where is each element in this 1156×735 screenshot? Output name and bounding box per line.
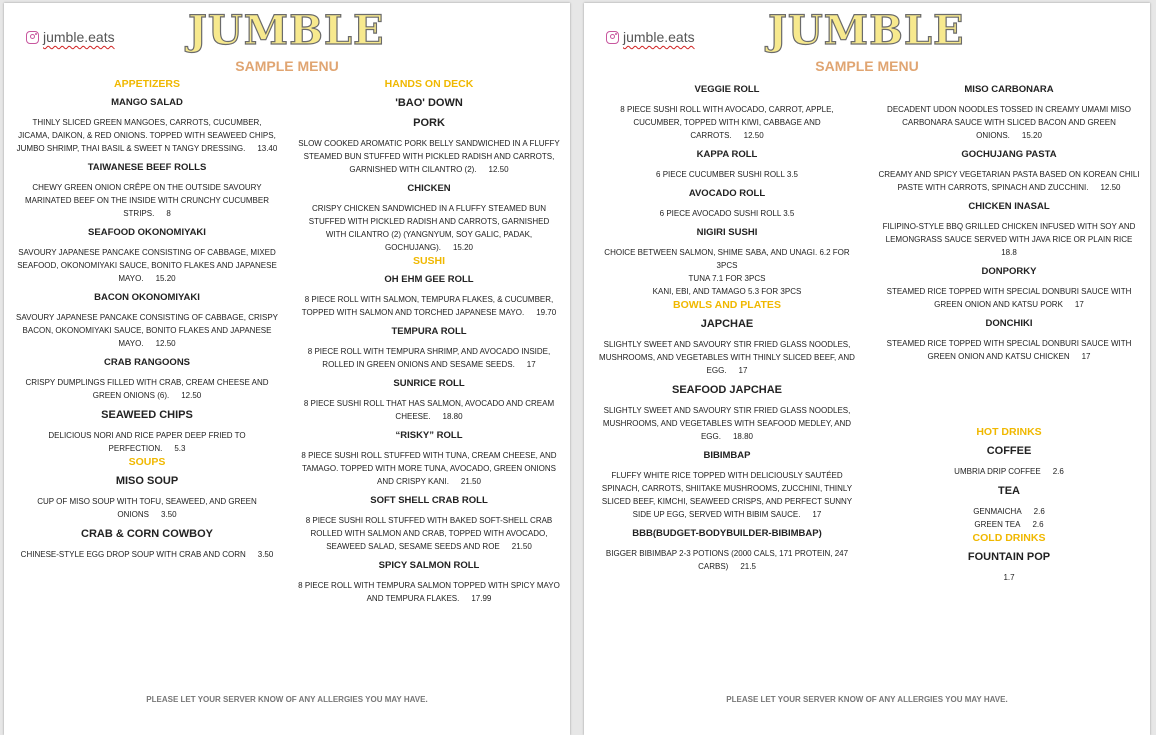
item-name-risky-roll: “RISKY” ROLL	[395, 430, 463, 441]
item-description	[16, 116, 278, 155]
item-price: 17	[812, 510, 822, 519]
section-heading-hands-on-deck: HANDS ON DECK	[384, 78, 474, 90]
description-text: 8 PIECE ROLL WITH TEMPURA SHRIMP, AND AVOCADO INSIDE, ROLLED IN GREEN ONIONS AND SESAME SEEDS.	[307, 347, 551, 369]
item-price: 12.50	[155, 339, 176, 348]
item-description	[878, 168, 1140, 194]
item-description	[878, 285, 1140, 311]
item-name-oh-ehm-gee-roll: OH EHM GEE ROLL	[384, 274, 474, 285]
item-description	[596, 547, 858, 573]
item-price: 12.50	[181, 391, 202, 400]
item-price: 15.20	[452, 243, 474, 252]
item-price: 5.3	[174, 444, 186, 453]
menu-column	[596, 77, 858, 573]
item-name-bibimbap: BIBIMBAP	[703, 450, 751, 461]
description-text: 8 PIECE ROLL WITH TEMPURA SALMON TOPPED WITH SPICY MAYO AND TEMPURA FLAKES.	[298, 581, 560, 603]
description-text: FLUFFY WHITE RICE TOPPED WITH DELICIOUSLY SAUTÉED SPINACH, CARROTS, SHIITAKE MUSHROOMS, ZUCCHINI, THINLY SLICED BEEF, KIMCHI, SEAWEED CRISPS, AND PERFECT SUNNY SIDE UP EGG, SERVED WITH BIBIM SAUCE.	[601, 471, 853, 519]
menu-page-left	[4, 3, 570, 735]
item-description	[596, 469, 858, 521]
description-text: 6 PIECE CUCUMBER SUSHI ROLL 3.5	[656, 170, 798, 179]
description-text: STEAMED RICE TOPPED WITH SPECIAL DONBURI SAUCE WITH GREEN ONION AND KATSU PORK	[886, 287, 1132, 309]
item-price: 18.80	[442, 412, 463, 421]
section-heading-cold-drinks: COLD DRINKS	[972, 532, 1046, 544]
item-price: 13.40	[257, 144, 278, 153]
item-description	[596, 103, 858, 142]
item-description	[596, 246, 858, 272]
allergy-notice: PLEASE LET YOUR SERVER KNOW OF ANY ALLERGIES YOU MAY HAVE.	[726, 695, 1008, 704]
description-text: CRISPY CHICKEN SANDWICHED IN A FLUFFY STEAMED BUN STUFFED WITH PICKLED RADISH AND CARROTS, GARNISHED WITH CILANTRO (2) (YANGNYUM, SOY GALIC, PADAK, GOCHUJANG).	[308, 204, 550, 252]
item-price: 21.5	[740, 562, 756, 571]
item-description	[16, 311, 278, 350]
description-text: 8 PIECE SUSHI ROLL THAT HAS SALMON, AVOCADO AND CREAM CHEESE.	[303, 399, 555, 421]
item-name-crab-corn-cowboy: CRAB & CORN COWBOY	[81, 528, 213, 540]
item-description	[298, 579, 560, 605]
item-price: 17.99	[471, 594, 492, 603]
description-text: CUP OF MISO SOUP WITH TOFU, SEAWEED, AND GREEN ONIONS	[37, 497, 257, 519]
item-price: 8	[166, 209, 171, 218]
menu-column	[16, 77, 278, 561]
description-text: 8 PIECE SUSHI ROLL STUFFED WITH BAKED SOFT-SHELL CRAB ROLLED WITH SALMON AND CRAB, TOPPED WITH AVOCADO, SEAWEED SALAD, SESAME SEEDS AND ROE	[305, 516, 553, 551]
item-description	[878, 337, 1140, 363]
item-name-seafood-okonomiyaki: SEAFOOD OKONOMIYAKI	[88, 227, 206, 238]
item-name-avocado-roll: AVOCADO ROLL	[688, 188, 766, 199]
item-name-seaweed-chips: SEAWEED CHIPS	[101, 409, 193, 421]
item-description	[878, 465, 1140, 478]
item-description	[878, 103, 1140, 142]
item-description	[878, 571, 1140, 584]
item-description	[298, 202, 560, 254]
description-text: 8 PIECE SUSHI ROLL WITH AVOCADO, CARROT, APPLE, CUCUMBER, TOPPED WITH KIWI, CABBAGE AND CARROTS.	[620, 105, 834, 140]
handle-text: jumble.eats	[623, 29, 695, 45]
instagram-icon	[606, 31, 619, 44]
item-description	[596, 207, 858, 220]
description-text: CREAMY AND SPICY VEGETARIAN PASTA BASED ON KOREAN CHILI PASTE WITH CARROTS, SPINACH AND ZUCCHINI.	[878, 170, 1140, 192]
item-description	[298, 514, 560, 553]
item-description	[878, 518, 1140, 531]
description-text: CRISPY DUMPLINGS FILLED WITH CRAB, CREAM CHEESE AND GREEN ONIONS (6).	[25, 378, 269, 400]
description-text: DECADENT UDON NOODLES TOSSED IN CREAMY UMAMI MISO CARBONARA SAUCE WITH SLICED BACON AND GREEN ONIONS.	[887, 105, 1131, 140]
description-text: SAVOURY JAPANESE PANCAKE CONSISTING OF CABBAGE, CRISPY BACON, OKONOMIYAKI SAUCE, BONITO FLAKES AND JAPANESE MAYO.	[16, 313, 278, 348]
menu-subtitle: SAMPLE MENU	[235, 58, 339, 74]
item-price: 15.20	[1021, 131, 1042, 140]
item-description	[596, 338, 858, 377]
item-description	[298, 293, 560, 319]
description-text: THINLY SLICED GREEN MANGOES, CARROTS, CUCUMBER, JICAMA, DAIKON, & RED ONIONS. TOPPED WITH SEAWEED CHIPS, JUMBO SHRIMP, THAI BASIL & SWEET N TANGY DRESSING.	[16, 118, 276, 153]
allergy-notice: PLEASE LET YOUR SERVER KNOW OF ANY ALLERGIES YOU MAY HAVE.	[146, 695, 428, 704]
item-description	[878, 220, 1140, 259]
item-price: 19.70	[536, 308, 557, 317]
item-name-tea: TEA	[998, 485, 1020, 497]
brand-logo: JUMBLE	[768, 7, 965, 54]
instagram-handle	[26, 29, 115, 45]
menu-page-right	[584, 3, 1150, 735]
item-description	[878, 505, 1140, 518]
item-name-kappa-roll: KAPPA ROLL	[696, 149, 758, 160]
item-description	[16, 181, 278, 220]
item-description	[298, 345, 560, 371]
item-description	[16, 429, 278, 455]
description-text: DELICIOUS NORI AND RICE PAPER DEEP FRIED TO PERFECTION.	[48, 431, 246, 453]
handle-text: jumble.eats	[43, 29, 115, 45]
item-name-miso-soup: MISO SOUP	[115, 475, 179, 487]
item-price: 12.50	[488, 165, 509, 174]
description-text: SLIGHTLY SWEET AND SAVOURY STIR FRIED GLASS NOODLES, MUSHROOMS, AND VEGETABLES WITH SEAFOOD MEDLEY, AND EGG.	[602, 406, 852, 441]
item-name-coffee: COFFEE	[986, 445, 1032, 457]
item-name-japchae: JAPCHAE	[700, 318, 754, 330]
item-price: 2.6	[1032, 520, 1044, 529]
column-spacer	[878, 363, 1140, 425]
item-name-gochujang-pasta: GOCHUJANG PASTA	[961, 149, 1057, 160]
item-description	[596, 285, 858, 298]
menu-column	[878, 77, 1140, 584]
section-heading-sushi: SUSHI	[412, 255, 446, 267]
description-text: SAVOURY JAPANESE PANCAKE CONSISTING OF CABBAGE, MIXED SEAFOOD, OKONOMIYAKI SAUCE, BONITO FLAKES AND JAPANESE MAYO.	[17, 248, 277, 283]
item-name-chicken: CHICKEN	[407, 183, 451, 194]
item-price: 17	[1074, 300, 1084, 309]
description-text: SLOW COOKED AROMATIC PORK BELLY SANDWICHED IN A FLUFFY STEAMED BUN STUFFED WITH PICKLED RADISH AND CARROTS, GARNISHED WITH CILANTRO (2).	[298, 139, 560, 174]
item-description	[596, 404, 858, 443]
item-name-tempura-roll: TEMPURA ROLL	[391, 326, 467, 337]
item-name-sunrice-roll: SUNRICE ROLL	[393, 378, 465, 389]
item-description	[298, 397, 560, 423]
item-name-soft-shell-crab-roll: SOFT SHELL CRAB ROLL	[370, 495, 488, 506]
description-text: 8 PIECE SUSHI ROLL STUFFED WITH TUNA, CREAM CHEESE, AND TAMAGO. TOPPED WITH MORE TUNA, AVOCADO, GREEN ONIONS AND CRISPY KANI.	[301, 451, 557, 486]
description-text: 8 PIECE ROLL WITH SALMON, TEMPURA FLAKES, & CUCUMBER, TOPPED WITH SALMON AND TORCHED JAPANESE MAYO.	[301, 295, 554, 317]
item-name-spicy-salmon-roll: SPICY SALMON ROLL	[378, 560, 480, 571]
item-description	[16, 376, 278, 402]
item-name-nigiri-sushi: NIGIRI SUSHI	[696, 227, 758, 238]
description-text: CHEWY GREEN ONION CRÊPE ON THE OUTSIDE SAVOURY MARINATED BEEF ON THE INSIDE WITH CRUNCHY CUCUMBER STRIPS.	[24, 183, 269, 218]
description-text: STEAMED RICE TOPPED WITH SPECIAL DONBURI SAUCE WITH GREEN ONION AND KATSU CHICKEN	[886, 339, 1132, 361]
item-name-taiwanese-beef-rolls: TAIWANESE BEEF ROLLS	[87, 162, 207, 173]
item-price: 12.50	[1100, 183, 1121, 192]
item-name-mango-salad: MANGO SALAD	[111, 97, 183, 108]
instagram-icon	[26, 31, 39, 44]
item-name-donchiki: DONCHIKI	[985, 318, 1033, 329]
item-price: 3.50	[257, 550, 274, 559]
item-name-seafood-japchae: SEAFOOD JAPCHAE	[671, 384, 783, 396]
description-text: GENMAICHA	[973, 507, 1022, 516]
item-name-veggie-roll: VEGGIE ROLL	[694, 84, 760, 95]
description-text: TUNA 7.1 FOR 3PCS	[688, 274, 766, 283]
item-price: 3.50	[160, 510, 177, 519]
section-heading-hot-drinks: HOT DRINKS	[976, 426, 1042, 438]
item-description	[16, 548, 278, 561]
description-text: KANI, EBI, AND TAMAGO 5.3 FOR 3PCS	[652, 287, 802, 296]
description-text: FILIPINO-STYLE BBQ GRILLED CHICKEN INFUSED WITH SOY AND LEMONGRASS SAUCE SERVED WITH JAVA RICE OR PLAIN RICE 18.8	[882, 222, 1136, 257]
description-text: SLIGHTLY SWEET AND SAVOURY STIR FRIED GLASS NOODLES, MUSHROOMS, AND VEGETABLES WITH THINLY SLICED BEEF, AND EGG.	[599, 340, 855, 375]
item-price: 21.50	[460, 477, 481, 486]
item-name-crab-rangoons: CRAB RANGOONS	[103, 357, 191, 368]
item-description	[596, 272, 858, 285]
item-name-chicken-inasal: CHICKEN INASAL	[968, 201, 1050, 212]
menu-subtitle: SAMPLE MENU	[815, 58, 919, 74]
brand-logo: JUMBLE	[188, 7, 385, 54]
item-price: 2.6	[1052, 467, 1064, 476]
item-name-miso-carbonara: MISO CARBONARA	[964, 84, 1054, 95]
item-description	[596, 168, 858, 181]
item-description	[16, 495, 278, 521]
item-name-bao-down: 'BAO' DOWN	[395, 97, 463, 109]
item-description	[16, 246, 278, 285]
section-heading-bowls-and-plates: BOWLS AND PLATES	[673, 299, 781, 311]
item-price: 17	[1081, 352, 1091, 361]
item-name-bbb-budget-bodybuilder-bibimbap: BBB(BUDGET-BODYBUILDER-BIBIMBAP)	[632, 528, 822, 539]
section-heading-appetizers: APPETIZERS	[114, 78, 180, 90]
item-price: 18.80	[732, 432, 754, 441]
description-text: GREEN TEA	[974, 520, 1021, 529]
description-text: 1.7	[1003, 573, 1015, 582]
item-description	[298, 449, 560, 488]
description-text: CHOICE BETWEEN SALMON, SHIME SABA, AND UNAGI. 6.2 FOR 3PCS	[604, 248, 850, 270]
item-price: 12.50	[743, 131, 764, 140]
item-name-bacon-okonomiyaki: BACON OKONOMIYAKI	[94, 292, 200, 303]
description-text: CHINESE-STYLE EGG DROP SOUP WITH CRAB AND CORN	[20, 550, 246, 559]
section-heading-soups: SOUPS	[128, 456, 166, 468]
instagram-handle	[606, 29, 695, 45]
description-text: 6 PIECE AVOCADO SUSHI ROLL 3.5	[659, 209, 795, 218]
item-price: 21.50	[511, 542, 532, 551]
item-price: 2.6	[1033, 507, 1045, 516]
item-name-donporky: DONPORKY	[981, 266, 1037, 277]
item-description	[298, 137, 560, 176]
description-text: BIGGER BIBIMBAP 2-3 POTIONS (2000 CALS, 171 PROTEIN, 247 CARBS)	[605, 549, 849, 571]
description-text: UMBRIA DRIP COFFEE	[954, 467, 1041, 476]
menu-column	[298, 77, 560, 605]
item-price: 17	[738, 366, 748, 375]
item-name-pork: PORK	[413, 117, 445, 129]
item-price: 15.20	[155, 274, 176, 283]
item-price: 17	[526, 360, 536, 369]
item-name-fountain-pop: FOUNTAIN POP	[967, 551, 1051, 563]
